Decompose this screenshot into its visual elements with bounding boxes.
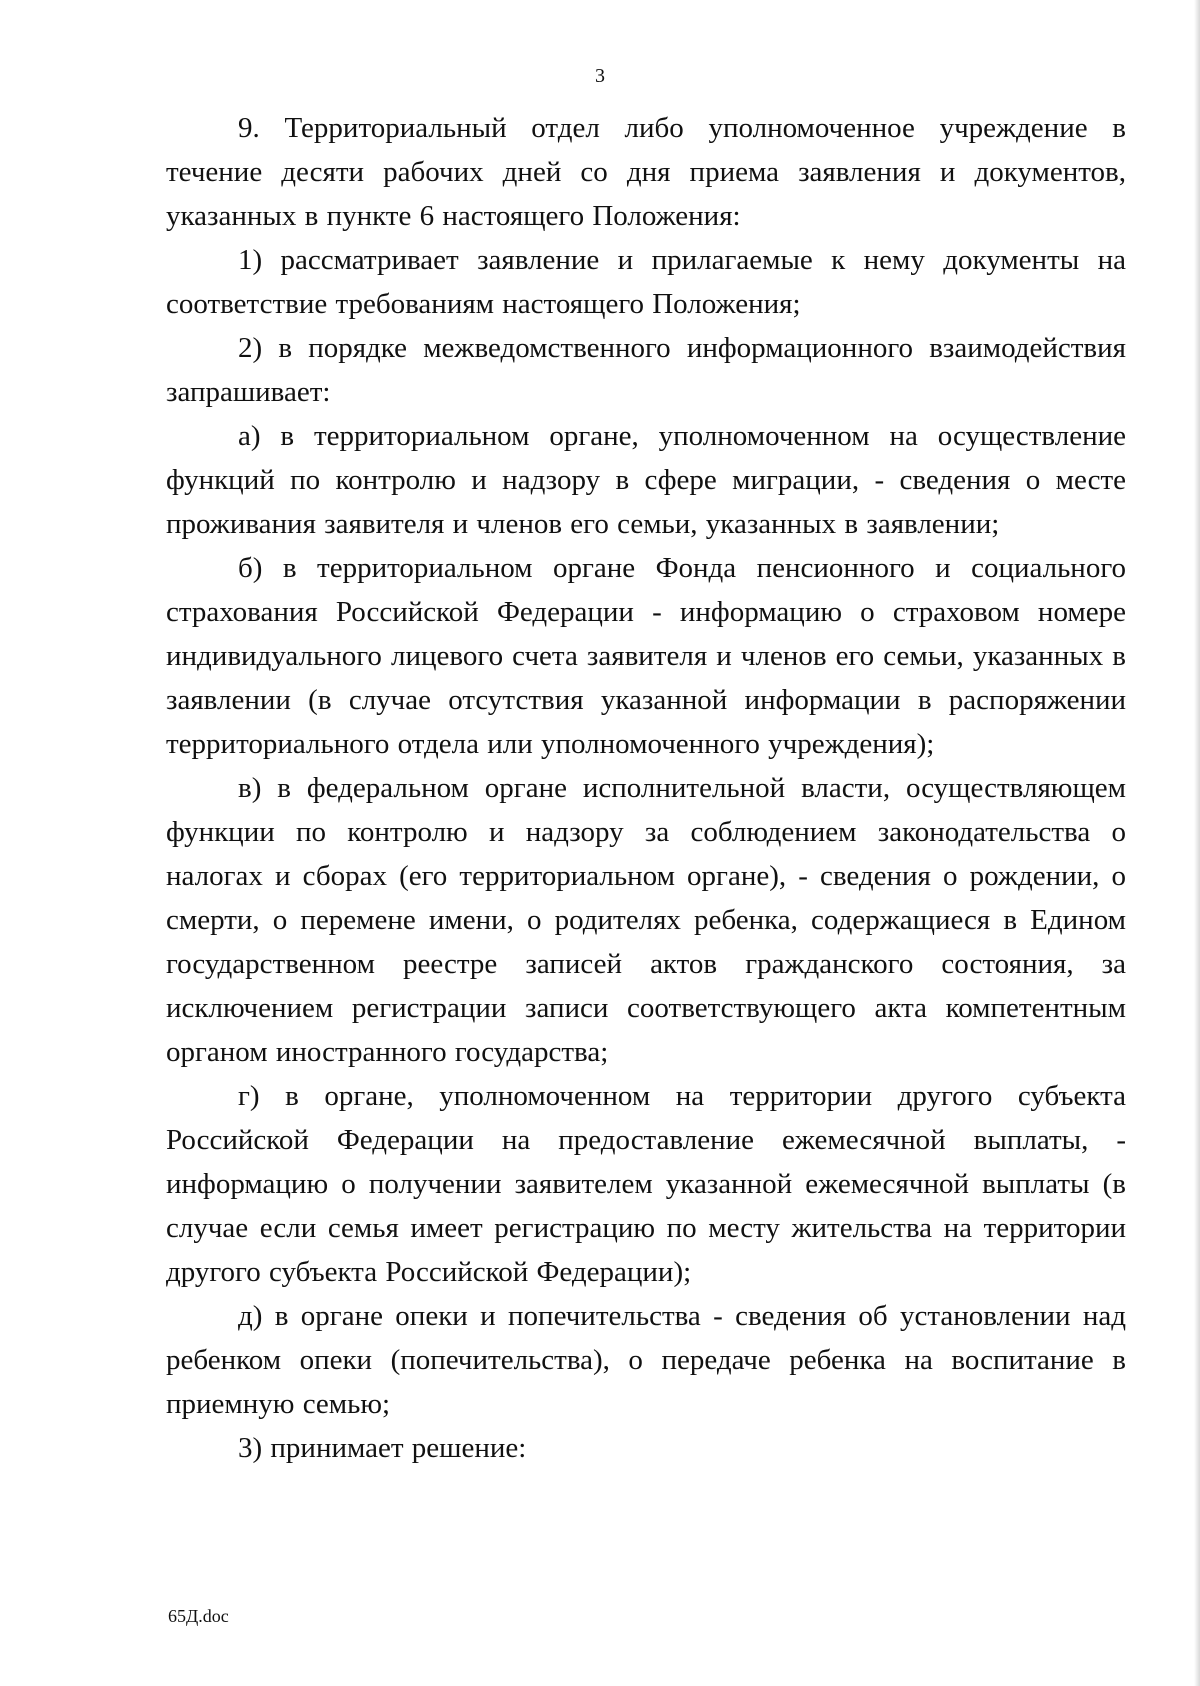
paragraph-subitem-v: в) в федеральном органе исполнительной власти, осуществляющем функции по контролю и надзору за соблюдением законодательства о налогах и сборах (его территориальном органе), - сведения о рождении, о смерти, о перемене имени, о родителях ребенка, содержащиеся в Едином государственном реестре записей актов гражданского состояния, за исключением регистрации записи соответствующего акта компетентным органом иностранного государства; — [166, 772, 1126, 1068]
footer-filename: 65Д.doc — [168, 1606, 229, 1626]
paragraph-subitem-b: б) в территориальном органе Фонда пенсионного и социального страхования Российской Федерации - информацию о страховом номере индивидуального лицевого счета заявителя и членов его семьи, указанных в заявлении (в случае отсутствия указанной информации в распоряжении территориального отдела или уполномоченного учреждения); — [166, 552, 1126, 760]
paragraph-subitem-d: д) в органе опеки и попечительства - сведения об установлении над ребенком опеки (попечительства), о передаче ребенка на воспитание в приемную семью; — [166, 1300, 1126, 1420]
paragraph-subitem-1: 1) рассматривает заявление и прилагаемые к нему документы на соответствие требованиям настоящего Положения; — [166, 244, 1126, 320]
paragraph-subitem-2: 2) в порядке межведомственного информационного взаимодействия запрашивает: — [166, 332, 1126, 408]
page-number: 3 — [595, 65, 605, 87]
paragraph-item-9: 9. Территориальный отдел либо уполномоченное учреждение в течение десяти рабочих дней со дня приема заявления и документов, указанных в пункте 6 настоящего Положения: — [166, 112, 1126, 232]
document-body — [166, 106, 1126, 1470]
paragraph-subitem-g: г) в органе, уполномоченном на территории другого субъекта Российской Федерации на предоставление ежемесячной выплаты, - информацию о получении заявителем указанной ежемесячной выплаты (в случае если семья имеет регистрацию по месту жительства на территории другого субъекта Российской Федерации); — [166, 1080, 1126, 1288]
paragraph-subitem-3: 3) принимает решение: — [238, 1432, 527, 1464]
page-edge-shadow — [1194, 0, 1200, 1686]
paragraph-subitem-a: а) в территориальном органе, уполномоченном на осуществление функций по контролю и надзору в сфере миграции, - сведения о месте проживания заявителя и членов его семьи, указанных в заявлении; — [166, 420, 1126, 540]
